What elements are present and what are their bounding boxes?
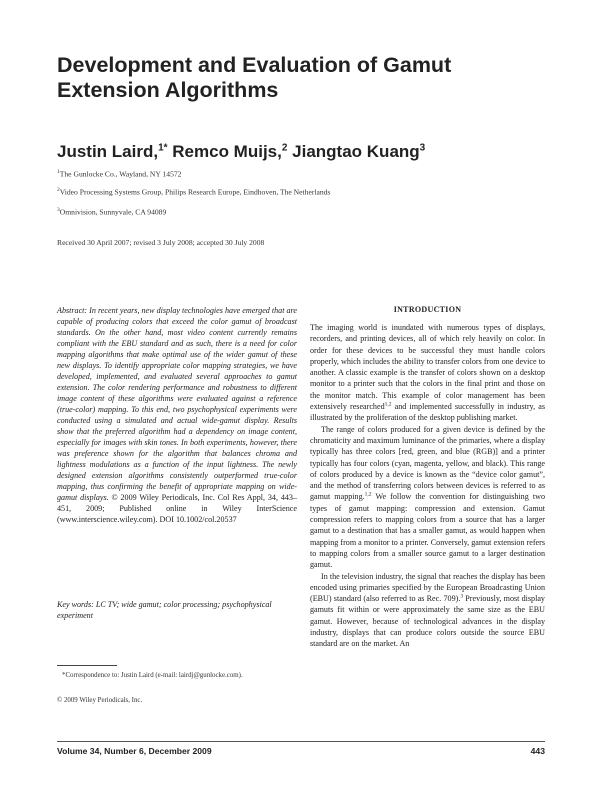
copyright-notice: © 2009 Wiley Periodicals, Inc. <box>57 697 143 704</box>
abstract-citation: © 2009 Wiley Periodicals, Inc. Col Res Appl, 34, 443–451, 2009; Published online in Wiley InterScience (www.interscience.wiley.com). DOI 10.1002/col.20537 <box>57 493 298 525</box>
affiliation-text: Omnivision, Sunnyvale, CA 94089 <box>59 207 167 217</box>
introduction-body <box>310 322 545 650</box>
abstract <box>57 305 297 525</box>
affiliation-mark: 2 <box>57 187 60 193</box>
paragraph-text: We follow the convention for distinguishing two types of gamut mapping: compression and extension. Gamut compression refers to mapping colors from a source that has a larger gamut to a destination that has a smaller gamut, as would happen when mapping from a monitor to a printer. Conversely, gamut extension refers to mapping colors from a smaller source gamut to a larger destination gamut. <box>310 492 545 570</box>
abstract-body: Abstract: In recent years, new display technologies have emerged that are capable of producing colors that exceed the color gamut of broadcast standards. On the other hand, most video content currently remains compliant with the EBU standard and as such, there is a need for color mapping algorithms that make optimal use of the wider gamut of these new displays. To identify appropriate color mapping strategies, we have developed, implemented, and evaluated several approaches to gamut extension. The color rendering performance and robustness to different image content of these algorithms were evaluated against a reference (true-color) mapping. To this end, two psychophysical experiments were conducted using a simulated and actual wide-gamut display. Results show that the preferred algorithm had a dependency on image content, especially for images with skin tones. In both experiments, however, there was preference shown for the algorithm that balances chroma and lightness modulations as a function of the input lightness. The newly designed extension algorithms consistently outperformed true-color mapping, thus confirming the benefit of appropriate mapping on wide-gamut displays. <box>57 306 297 503</box>
paragraph-text: In the television industry, the signal that reaches the display has been encoded using primaries specified by the European Broadcasting Union (EBU) standard (also referred to as Rec. 709). <box>310 571 545 604</box>
affiliation <box>57 169 557 179</box>
received-dates: Received 30 April 2007; revised 3 July 2008; accepted 30 July 2008 <box>57 238 265 247</box>
author-name: Jiangtao Kuang <box>292 142 420 161</box>
paragraph <box>310 322 545 424</box>
correspondence-footnote: *Correspondence to: Justin Laird (e-mail: lairdj@gunlocke.com). <box>62 672 243 679</box>
citation-mark: 1,2 <box>364 491 372 498</box>
footnote-divider <box>57 665 117 666</box>
author-name: Justin Laird, <box>57 142 159 161</box>
affiliation <box>57 207 557 217</box>
paragraph-text: The range of colors produced for a given device is defined by the chromaticity and maximum luminance of the primaries, where a display typically has three colors [red, green, and blue (RGB)] and a printer typically has four colors (cyan, magenta, yellow, and black). This range of colors produced by a device is known as the “device color gamut”, and the method of transferring colors between devices is referred to as gamut mapping. <box>310 424 545 502</box>
affiliation-text: Video Processing Systems Group, Philips Research Europe, Eindhoven, The Netherlands <box>59 187 331 197</box>
section-heading: INTRODUCTION <box>393 305 462 314</box>
citation-mark: 3 <box>460 593 464 600</box>
author-list <box>57 142 557 162</box>
paragraph-text: The imaging world is inundated with numerous types of displays, recorders, and printing devices, all of which rely heavily on color. In order for these devices to be successful they must handle colors properly, which includes the ability to transfer colors from one device to another. A classic example is the transfer of colors shown on a desktop monitor to a printer such that the colors in the final print and those on the monitor match. This example of color management has been extensively researched <box>310 323 545 412</box>
author-affiliation-mark: 2 <box>281 142 288 154</box>
keywords: Key words: LC TV; wide gamut; color processing; psychophysical experiment <box>57 600 272 621</box>
affiliation-mark: 3 <box>57 207 60 213</box>
affiliation <box>57 187 557 197</box>
paragraph-text: Previously, most display gamuts fit within or were approximately the same size as the EBU gamut. However, because of technological advances in the display industry, displays that can produce colors outside the source EBU standard are on the market. An <box>310 594 545 649</box>
footer-divider <box>57 741 545 742</box>
author-affiliation-mark: 1* <box>158 142 168 154</box>
paragraph <box>310 424 545 571</box>
page-number: 443 <box>530 746 545 756</box>
paragraph <box>310 571 545 650</box>
author-name: Remco Muijs, <box>172 142 282 161</box>
article-title: Development and Evaluation of Gamut Extension Algorithms <box>57 53 452 102</box>
journal-issue: Volume 34, Number 6, December 2009 <box>57 746 212 756</box>
paragraph-text: and implemented successfully in industry, as illustrated by the proliferation of the desktop publishing market. <box>310 402 545 423</box>
citation-mark: 1,2 <box>384 401 392 408</box>
affiliation-mark: 1 <box>57 169 60 175</box>
author-affiliation-mark: 3 <box>419 142 426 154</box>
affiliation-text: The Gunlocke Co., Wayland, NY 14572 <box>59 169 182 179</box>
